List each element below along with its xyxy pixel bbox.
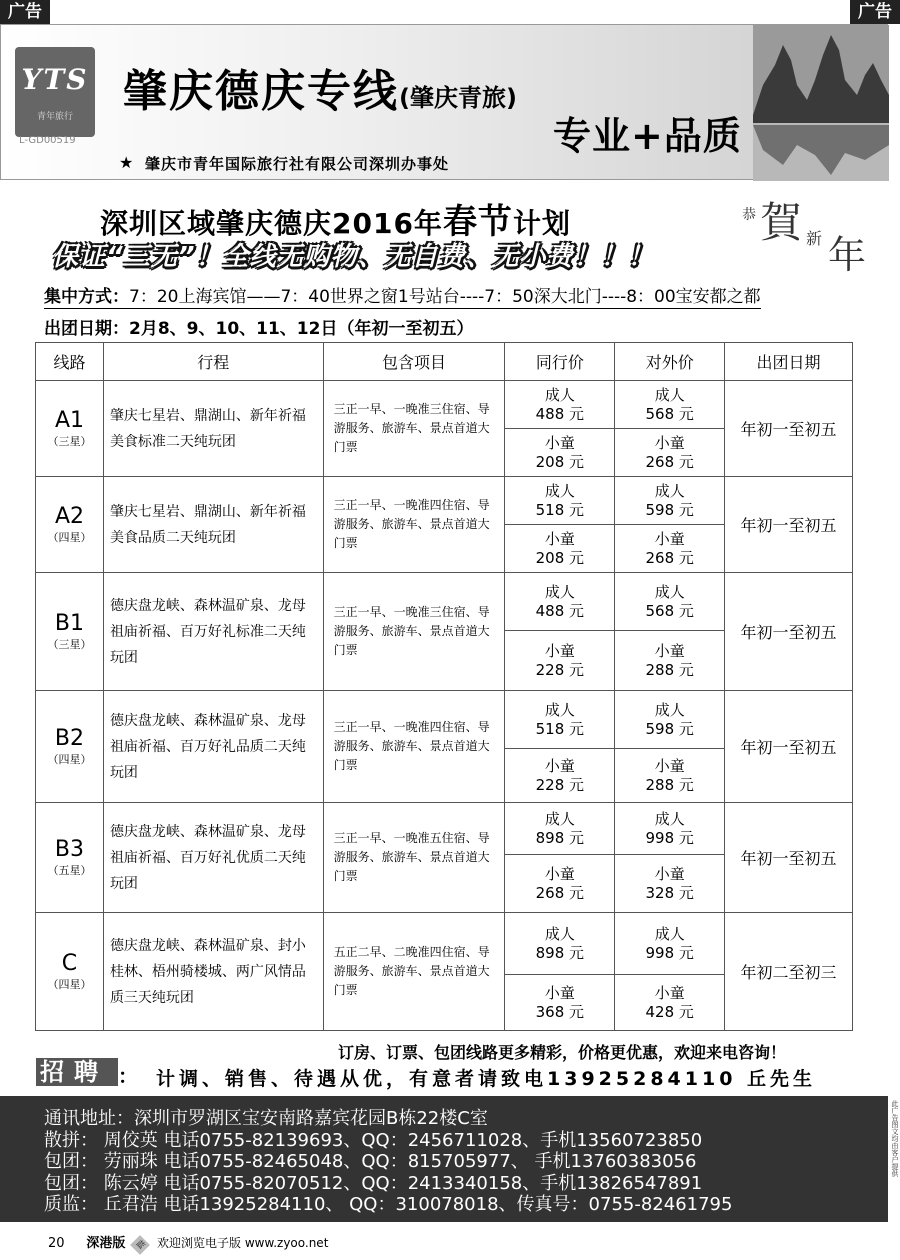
- route-cell: B2 （四星）: [36, 691, 104, 803]
- leaf-icon: 蓝: [130, 1235, 150, 1255]
- table-row: [36, 691, 853, 749]
- trade-child-price: 小童 208 元: [505, 525, 615, 573]
- trade-adult-price: 成人 518 元: [505, 477, 615, 525]
- route-cell: A1 （三星）: [36, 381, 104, 477]
- page-footer: [48, 1232, 328, 1251]
- table-row: [36, 477, 853, 525]
- public-adult-price: 成人 598 元: [615, 477, 725, 525]
- trade-adult-price: 成人 898 元: [505, 803, 615, 855]
- contact-address: 通讯地址：深圳市罗湖区宝安南路嘉宾花园B栋22楼C室: [44, 1108, 488, 1129]
- contact-panel: [0, 1096, 888, 1222]
- public-adult-price: 成人 568 元: [615, 381, 725, 429]
- page-number: 20: [48, 1236, 65, 1251]
- trade-child-price: 小童 268 元: [505, 855, 615, 913]
- agency-name: 肇庆市青年国际旅行社有限公司深圳办事处: [145, 155, 450, 173]
- trade-child-price: 小童 228 元: [505, 631, 615, 691]
- public-child-price: 小童 268 元: [615, 429, 725, 477]
- header-public-price: 对外价: [615, 343, 725, 381]
- trade-adult-price: 成人 898 元: [505, 913, 615, 975]
- itinerary-cell: 肇庆七星岩、鼎湖山、新年祈福美食品质二天纯玩团: [103, 477, 323, 573]
- contact-line: 散拼： 周佼英 电话0755-82139693、QQ：2456711028、手机13560723850: [44, 1129, 703, 1151]
- tour-price-table: [35, 342, 853, 1031]
- season-title: 深圳区域肇庆德庆2016年春节计划: [100, 202, 571, 242]
- contact-line: 质监： 丘君浩 电话13925284110、 QQ：310078018、传真号：0755-82461795: [44, 1194, 733, 1215]
- yts-logo: YTS 青年旅行: [15, 47, 95, 137]
- public-child-price: 小童 328 元: [615, 855, 725, 913]
- route-cell: B3 （五星）: [36, 803, 104, 913]
- includes-cell: 三正一早、一晚准三住宿、导游服务、旅游车、景点首道大门票: [323, 381, 505, 477]
- table-row: [36, 573, 853, 631]
- header-trade-price: 同行价: [505, 343, 615, 381]
- trade-child-price: 小童 208 元: [505, 429, 615, 477]
- public-adult-price: 成人 598 元: [615, 691, 725, 749]
- departure-cell: 年初二至初三: [725, 913, 853, 1031]
- departure-cell: 年初一至初五: [725, 691, 853, 803]
- public-adult-price: 成人 998 元: [615, 913, 725, 975]
- departure-dates: 出团日期：2月8、9、10、11、12日（年初一至初五）: [44, 319, 474, 339]
- trade-adult-price: 成人 518 元: [505, 691, 615, 749]
- trade-adult-price: 成人 488 元: [505, 573, 615, 631]
- quality-slogan: 专业+品质: [553, 114, 742, 158]
- route-cell: B1 （三星）: [36, 573, 104, 691]
- main-title: 肇庆德庆专线(肇庆青旅): [123, 66, 517, 117]
- itinerary-cell: 肇庆七星岩、鼎湖山、新年祈福美食标准二天纯玩团: [103, 381, 323, 477]
- route-cell: C （四星）: [36, 913, 104, 1031]
- itinerary-cell: 德庆盘龙峡、森林温矿泉、封小桂林、梧州骑楼城、两广风情品质三天纯玩团: [103, 913, 323, 1031]
- public-adult-price: 成人 998 元: [615, 803, 725, 855]
- public-child-price: 小童 288 元: [615, 749, 725, 803]
- header-departure: 出团日期: [725, 343, 853, 381]
- departure-cell: 年初一至初五: [725, 381, 853, 477]
- ad-label-left: 广告: [0, 0, 50, 24]
- footer-text: 欢迎浏览电子版 www.zyoo.net: [157, 1236, 329, 1250]
- side-note: 此广告图文均由客户提供: [891, 1100, 899, 1177]
- header-banner: [0, 24, 888, 180]
- recruit-text: 计调、销售、待遇从优，有意者请致电13925284110 丘先生: [156, 1068, 817, 1090]
- departure-cell: 年初一至初五: [725, 477, 853, 573]
- itinerary-cell: 德庆盘龙峡、森林温矿泉、龙母祖庙祈福、百万好礼品质二天纯玩团: [103, 691, 323, 803]
- table-row: [36, 913, 853, 975]
- star-icon: ★: [119, 153, 134, 172]
- itinerary-cell: 德庆盘龙峡、森林温矿泉、龙母祖庙祈福、百万好礼优质二天纯玩团: [103, 803, 323, 913]
- recruit-colon: ：: [118, 1064, 138, 1088]
- trade-child-price: 小童 228 元: [505, 749, 615, 803]
- trade-child-price: 小童 368 元: [505, 975, 615, 1031]
- meeting-points: 集中方式：7：20上海宾馆——7：40世界之窗1号站台----7：50深大北门----8：00宝安都之都: [44, 282, 761, 309]
- license-number: L-GD00519: [19, 135, 76, 146]
- table-row: [36, 381, 853, 429]
- route-cell: A2 （四星）: [36, 477, 104, 573]
- table-row: [36, 803, 853, 855]
- includes-cell: 三正一早、一晚准四住宿、导游服务、旅游车、景点首道大门票: [323, 691, 505, 803]
- recruit-label: 招聘: [36, 1058, 118, 1086]
- departure-cell: 年初一至初五: [725, 573, 853, 691]
- public-child-price: 小童 428 元: [615, 975, 725, 1031]
- contact-line: 包团： 劳丽珠 电话0755-82465048、QQ：815705977、 手机13760383056: [44, 1151, 697, 1172]
- header-includes: 包含项目: [323, 343, 505, 381]
- more-info: 订房、订票、包团线路更多精彩，价格更优惠，欢迎来电咨询！: [338, 1043, 787, 1062]
- table-header-row: [36, 343, 853, 381]
- departure-cell: 年初一至初五: [725, 803, 853, 913]
- header-itinerary: 行程: [103, 343, 323, 381]
- public-child-price: 小童 288 元: [615, 631, 725, 691]
- includes-cell: 三正一早、一晚准四住宿、导游服务、旅游车、景点首道大门票: [323, 477, 505, 573]
- contact-line: 包团： 陈云婷 电话0755-82070512、QQ：2413340158、手机13826547891: [44, 1172, 703, 1194]
- itinerary-cell: 德庆盘龙峡、森林温矿泉、龙母祖庙祈福、百万好礼标准二天纯玩团: [103, 573, 323, 691]
- scenery-photo: [753, 25, 889, 181]
- includes-cell: 三正一早、一晚准五住宿、导游服务、旅游车、景点首道大门票: [323, 803, 505, 913]
- header-route: 线路: [36, 343, 104, 381]
- trade-adult-price: 成人 488 元: [505, 381, 615, 429]
- public-child-price: 小童 268 元: [615, 525, 725, 573]
- ad-label-right: 广告: [850, 0, 900, 24]
- public-adult-price: 成人 568 元: [615, 573, 725, 631]
- includes-cell: 五正二早、二晚准四住宿、导游服务、旅游车、景点首道大门票: [323, 913, 505, 1031]
- includes-cell: 三正一早、一晚准三住宿、导游服务、旅游车、景点首道大门票: [323, 573, 505, 691]
- edition-name: 深港版: [86, 1236, 126, 1251]
- no-shopping-slogan: 保证“三无”！全线无购物、无自费、无小费！！！: [52, 242, 655, 272]
